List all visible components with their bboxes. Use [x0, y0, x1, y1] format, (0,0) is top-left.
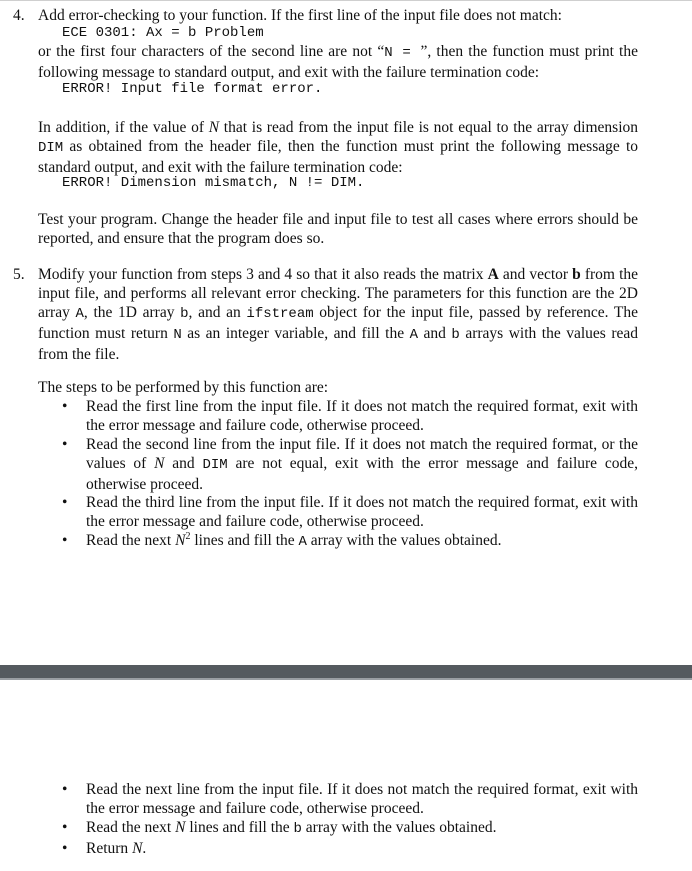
- bullet-symbol: •: [62, 819, 68, 836]
- bullet-read-second-line: Read the second line from the input file. If it does not match the required format, or the values of N and DIM are not equal, exit with the error message and failure code, otherwise proceed.: [86, 436, 638, 493]
- bullet-symbol: •: [62, 840, 68, 857]
- header-code: ECE 0301: Ax = b Problem: [62, 25, 264, 41]
- item-5-paragraph: Modify your function from steps 3 and 4 so that it also reads the matrix A and vector b from the input file, and performs all relevant error checking. The parameters for this function are the 2D array A, the 1D array b, and an ifstream object for the input file, passed by reference. The function must return N as an integer variable, and fill the A and b arrays with the values read from the file.: [38, 266, 639, 363]
- item-4-test-paragraph: Test your program. Change the header file and input file to test all cases where errors should be reported, and ensure that the program does so.: [38, 211, 638, 247]
- bullet-symbol: •: [62, 436, 68, 453]
- bullet-symbol: •: [62, 781, 68, 798]
- bullet-read-first-line: Read the first line from the input file. If it does not match the required format, exit with the error message and failure code, otherwise proceed.: [86, 398, 638, 434]
- bullet-read-vector-lines: Read the next N lines and fill the b array with the values obtained.: [86, 819, 497, 837]
- top-rule: [0, 0, 692, 1]
- steps-intro: The steps to be performed by this function are:: [38, 379, 329, 396]
- item-4-dimension-paragraph: In addition, if the value of N that is read from the input file is not equal to the array dimension DIM as obtained from the header file, then the function must print the following message to standard output, and exit with the failure termination code:: [38, 119, 639, 176]
- bullet-symbol: •: [62, 532, 68, 549]
- bullet-symbol: •: [62, 398, 68, 415]
- item-4-intro: Add error-checking to your function. If the first line of the input file does not match:: [38, 7, 562, 24]
- bullet-read-matrix-lines: Read the next $N^2$ lines and fill the A array with the values obtained.: [86, 530, 502, 550]
- error-format-message: ERROR! Input file format error.: [62, 81, 323, 97]
- bullet-read-next-line: Read the next line from the input file. If it does not match the required format, exit with the error message and failure code, otherwise proceed.: [86, 781, 638, 817]
- item-4-number: 4.: [13, 7, 25, 24]
- item-4-condition: or the first four characters of the second line are not “N = ”, then the function must print the following message to standard output, and exit with the failure termination code:: [38, 43, 638, 81]
- bullet-read-third-line: Read the third line from the input file. If it does not match the required format, exit with the error message and failure code, otherwise proceed.: [86, 494, 638, 530]
- page-break: [0, 665, 692, 678]
- bullet-symbol: •: [62, 494, 68, 511]
- error-dimension-message: ERROR! Dimension mismatch, N != DIM.: [62, 175, 365, 191]
- page-break-edge: [0, 678, 692, 680]
- item-5-number: 5.: [13, 266, 25, 283]
- bullet-return-n: Return N.: [86, 840, 147, 857]
